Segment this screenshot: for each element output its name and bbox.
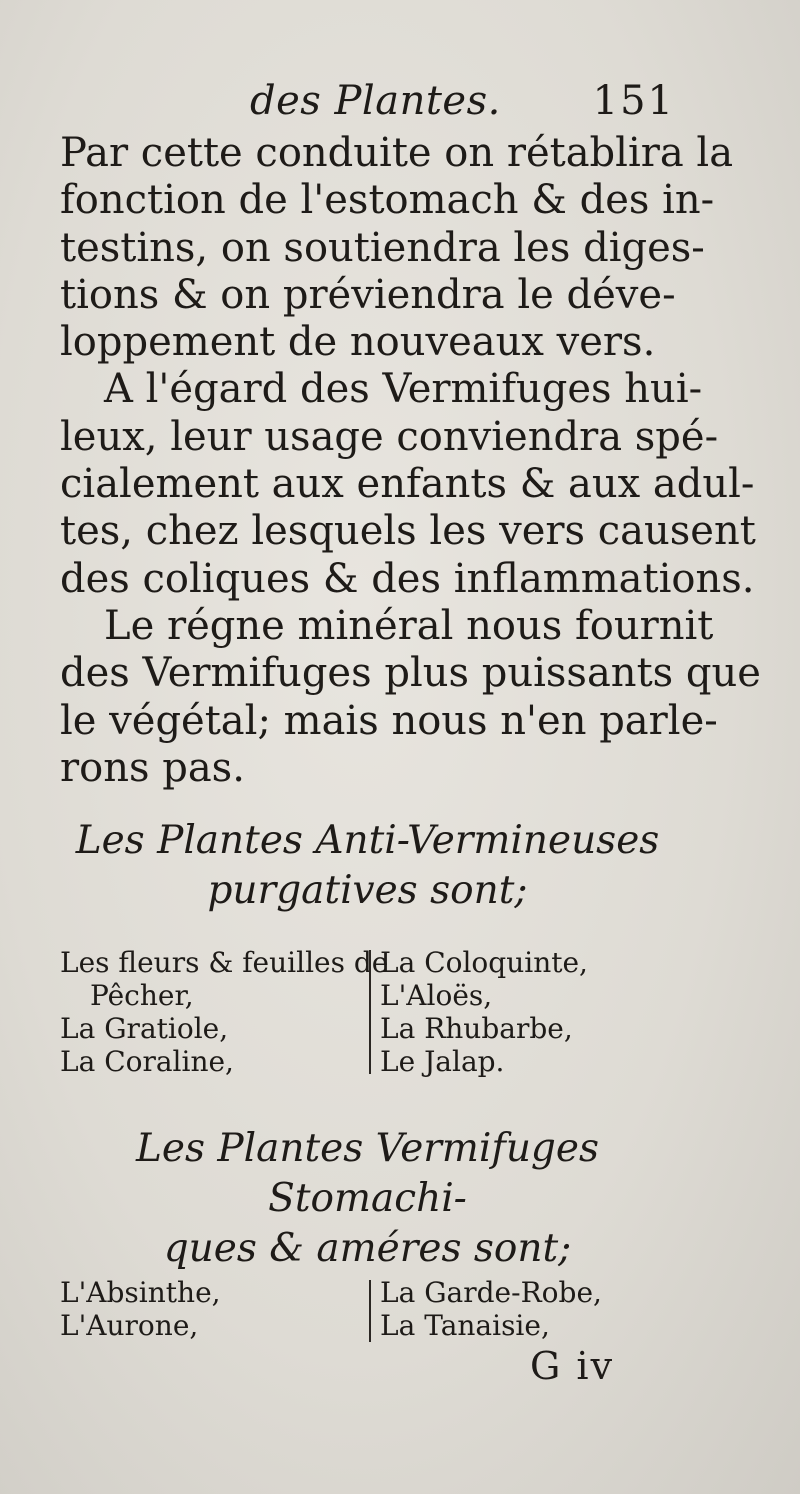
text-line: A l'égard des Vermifuges hui-: [104, 366, 703, 413]
paragraph-3: [60, 602, 761, 792]
paragraph-1: [60, 130, 734, 366]
list-item: La Coraline,: [60, 1045, 234, 1078]
heading-line: Les Plantes Anti-Vermineuses: [75, 818, 660, 863]
list-item: La Coloquinte,: [380, 946, 588, 979]
section-heading-purgatives: [60, 816, 675, 916]
column-divider: [369, 1280, 371, 1342]
plant-list-left: [60, 1276, 221, 1342]
list-item: La Gratiole,: [60, 1012, 229, 1045]
column-divider: [369, 950, 371, 1074]
running-head: [60, 78, 675, 128]
plant-list-right: [380, 946, 588, 1078]
signature-mark: G iv: [530, 1344, 615, 1388]
section-heading-stomachiques: [60, 1124, 675, 1274]
plant-list-left: [60, 946, 388, 1078]
list-item: Pêcher,: [90, 979, 194, 1012]
text-line: rons pas.: [60, 744, 245, 791]
list-item: La Garde-Robe,: [380, 1276, 602, 1309]
text-line: Par cette conduite on rétablira la: [60, 130, 734, 176]
list-item: L'Aloës,: [380, 979, 493, 1012]
text-line: fonction de l'estomach & des in-: [60, 177, 715, 224]
paragraph-2: [60, 366, 756, 602]
list-item: La Rhubarbe,: [380, 1012, 573, 1045]
text-line: loppement de nouveaux vers.: [60, 319, 656, 366]
text-line: testins, on soutiendra les diges-: [60, 224, 705, 271]
text-line: tes, chez lesquels les vers causent: [60, 508, 756, 555]
heading-line: purgatives sont;: [207, 868, 528, 913]
list-item: L'Aurone,: [60, 1309, 199, 1342]
list-item: La Tanaisie,: [380, 1309, 550, 1342]
page-number: 151: [592, 78, 675, 124]
list-item: Le Jalap.: [380, 1045, 505, 1078]
text-line: le végétal; mais nous n'en parle-: [60, 697, 718, 744]
text-line: leux, leur usage conviendra spé-: [60, 413, 719, 460]
heading-line: ques & améres sont;: [163, 1226, 572, 1271]
list-item: Les fleurs & feuilles de: [60, 946, 389, 979]
text-line: cialement aux enfants & aux adul-: [60, 461, 755, 508]
running-title: des Plantes.: [250, 78, 501, 124]
text-line: des coliques & des inflammations.: [60, 555, 755, 602]
text-line: tions & on préviendra le déve-: [60, 271, 676, 318]
heading-line: Les Plantes Vermifuges Stomachi-: [135, 1126, 599, 1221]
list-item: L'Absinthe,: [60, 1276, 221, 1309]
plant-list-right: [380, 1276, 602, 1342]
body-text: [60, 130, 761, 792]
text-line: des Vermifuges plus puissants que: [60, 650, 761, 697]
text-line: Le régne minéral nous fournit: [104, 602, 714, 649]
